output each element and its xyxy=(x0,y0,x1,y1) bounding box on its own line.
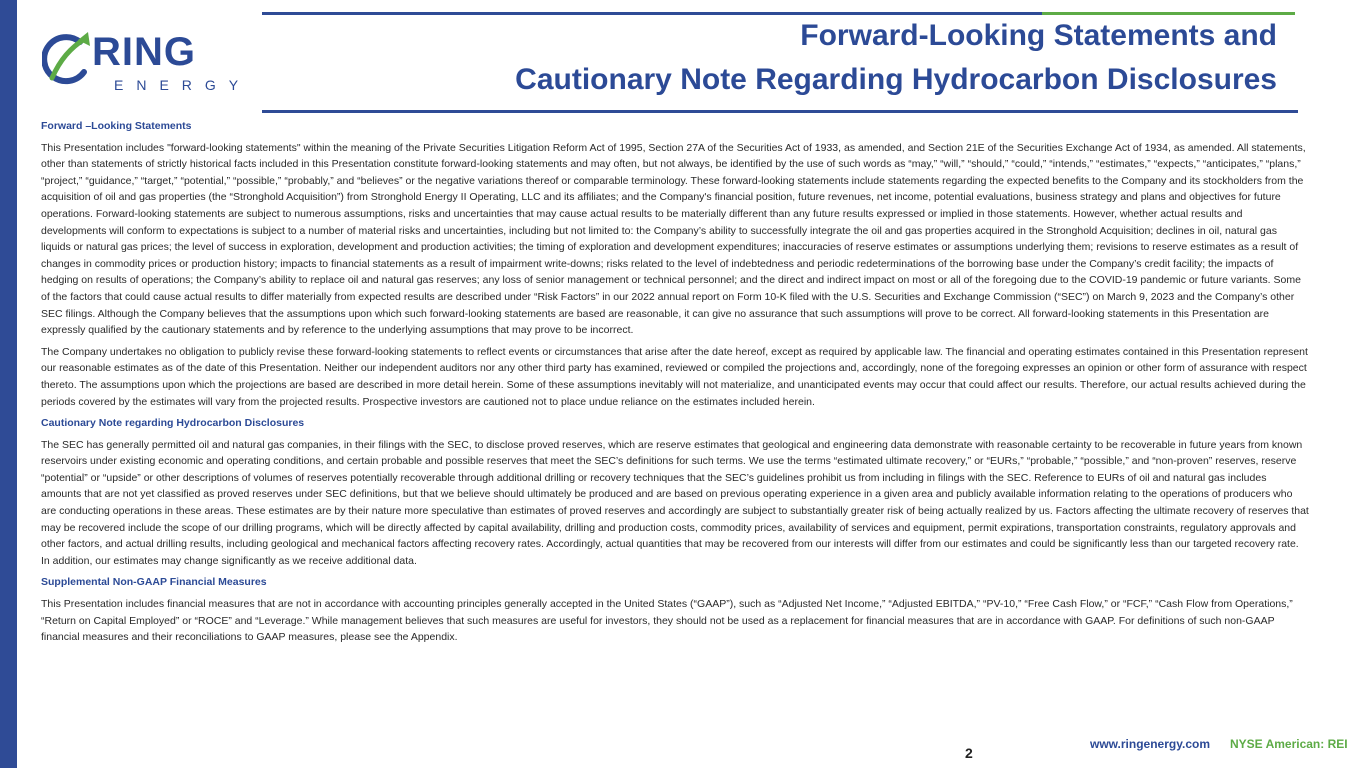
logo-subtitle: ENERGY xyxy=(114,77,252,93)
hydrocarbon-heading: Cautionary Note regarding Hydrocarbon Disclosures xyxy=(41,417,305,430)
header-rule-bottom xyxy=(262,110,1298,113)
hydrocarbon-paragraph: The SEC has generally permitted oil and natural gas companies, in their filings with the SEC, to disclose proved reserves, which are reserve estimates that geological and engineering data demonstrate with reasonable certainty to be recoverable in future years from known reservoirs under existing economic and operating conditions, and certain probable and possible reserves that meet the SEC’s definitions for such terms. We use the terms “estimated ultimate recovery,” or “EURs,” “probable,” “possible,” and “non-proven” reserves, reserve “potential” or “upside” or other descriptions of volumes of reserves potentially recoverable through additional drilling or recovery techniques that the SEC’s guidelines prohibit us from including in filings with the SEC. Reference to EURs of oil and natural gas includes amounts that are not yet classified as proved reserves under SEC definitions, but that we believe should ultimately be produced and are based on previous operating experience in a given area and publicly available information relating to the operations of producers who are conducting operations in these areas. These estimates are by their nature more speculative than estimates of proved reserves and accordingly are subject to substantially greater risk of being actually realized by us. Factors affecting the ultimate recovery of reserves that may be recovered include the scope of our drilling programs, which will be directly affected by capital availability, drilling and production costs, commodity prices, availability of services and equipment, permit expirations, transportation constraints, regulatory approvals and other factors, and actual drilling results, including geological and mechanical factors affecting recovery rates. Accordingly, actual quantities that may be recovered from our interests will differ from our estimates and could be significantly less than our targeted recovery rate. In addition, our estimates may change significantly as we receive additional data. xyxy=(41,438,1309,567)
left-accent-bar xyxy=(0,0,17,768)
ticker-label: NYSE American: REI xyxy=(1230,737,1348,751)
title-line-2: Cautionary Note Regarding Hydrocarbon Disclosures xyxy=(515,63,1277,96)
website-link[interactable]: www.ringenergy.com xyxy=(1090,737,1211,751)
non-gaap-paragraph: This Presentation includes financial measures that are not in accordance with accounting principles generally accepted in the United States (“GAAP”), such as “Adjusted Net Income,” “Adjusted EBITDA,” “PV-10,” “Free Cash Flow,” or “FCF,” “Cash Flow from Operations,” “Return on Capital Employed” or “ROCE” and “Leverage.” While management believes that such measures are useful for investors, they should not be used as a replacement for financial measures that are in accordance with GAAP. For definitions of such non-GAAP financial measures and their reconciliations to GAAP measures, please see the Appendix. xyxy=(41,598,1293,644)
title-line-1: Forward-Looking Statements and xyxy=(800,19,1277,52)
company-logo xyxy=(42,30,252,100)
ring-logo-icon xyxy=(42,30,92,90)
forward-looking-paragraph-2: The Company undertakes no obligation to publicly revise these forward-looking statements to reflect events or circumstances that arise after the date hereof, except as required by applicable law. The financial and operating estimates contained in this Presentation represent our reasonable estimates as of the date of this Presentation. Neither our independent auditors nor any other third party has examined, reviewed or compiled the projections and, accordingly, none of the foregoing expresses an opinion or other form of assurance with respect thereto. The assumptions upon which the projections are based are described in more detail herein. Some of these assumptions inevitably will not materialize, and unanticipated events may occur that could affect our results. Therefore, our actual results achieved during the periods covered by the estimates will vary from the projected results. Prospective investors are cautioned not to place undue reliance on the estimates included herein. xyxy=(41,345,1308,408)
page-number: 2 xyxy=(965,745,973,761)
forward-looking-paragraph-1: This Presentation includes "forward-looking statements" within the meaning of the Private Securities Litigation Reform Act of 1995, Section 27A of the Securities Act of 1933, as amended, and Section 21E of the Securities Exchange Act of 1934, as amended. All statements, other than statements of strictly historical facts included in this Presentation constitute forward-looking statements and may often, but not always, be identified by the use of such words as “may,” “will,” “should,” “could,” “intends,” “estimates,” “expects,” “anticipates,” “plans,” “project,” “guidance,” “target,” “potential,” “possible,” “probably,” and “believes” or the negative variations thereof or comparable terminology. These forward-looking statements include statements regarding the expected benefits to the Company and its stockholders from the acquisition of oil and gas properties (the “Stronghold Acquisition”) from Stronghold Energy II Operating, LLC and its affiliates; and the Company's financial position, future revenues, net income, potential evaluations, business strategy and plans and objectives for future operations. Forward-looking statements are subject to numerous assumptions, risks and uncertainties that may cause actual results to be materially different than any future results expressed or implied in those statements. However, whether actual results and developments will conform to expectations is subject to a number of material risks and uncertainties, including but not limited to: the Company’s ability to successfully integrate the oil and gas properties acquired in the Stronghold Acquisition; declines in oil, natural gas liquids or natural gas prices; the level of success in exploration, development and production activities; the timing of exploration and development expenditures; inaccuracies of reserve estimates or assumptions underlying them; revisions to reserve estimates as a result of changes in commodity prices or production history; impacts to financial statements as a result of impairment write-downs; risks related to the level of indebtedness and periodic redeterminations of the borrowing base under the Company’s credit facility; the impacts of hedging on results of operations; the Company’s ability to replace oil and natural gas reserves; any loss of senior management or technical personnel; and the direct and indirect impact on most or all of the foregoing due to the COVID-19 pandemic or future variants. Some of the factors that could cause actual results to differ materially from expected results are described under “Risk Factors” in our 2022 annual report on Form 10-K filed with the U.S. Securities and Exchange Commission (“SEC”) on March 9, 2023 and the Company’s other SEC filings. Although the Company believes that the assumptions upon which such forward-looking statements are based are reasonable, it can give no assurance that such assumptions will prove to be correct. All forward-looking statements in this Presentation are expressly qualified by the cautionary statements and by reference to the underlying assumptions that may prove to be incorrect. xyxy=(41,141,1306,337)
document-body xyxy=(41,118,1309,651)
page-title xyxy=(515,14,1277,102)
non-gaap-heading: Supplemental Non-GAAP Financial Measures xyxy=(41,576,267,589)
logo-wordmark: RING xyxy=(92,30,196,74)
forward-looking-heading: Forward –Looking Statements xyxy=(41,120,192,132)
